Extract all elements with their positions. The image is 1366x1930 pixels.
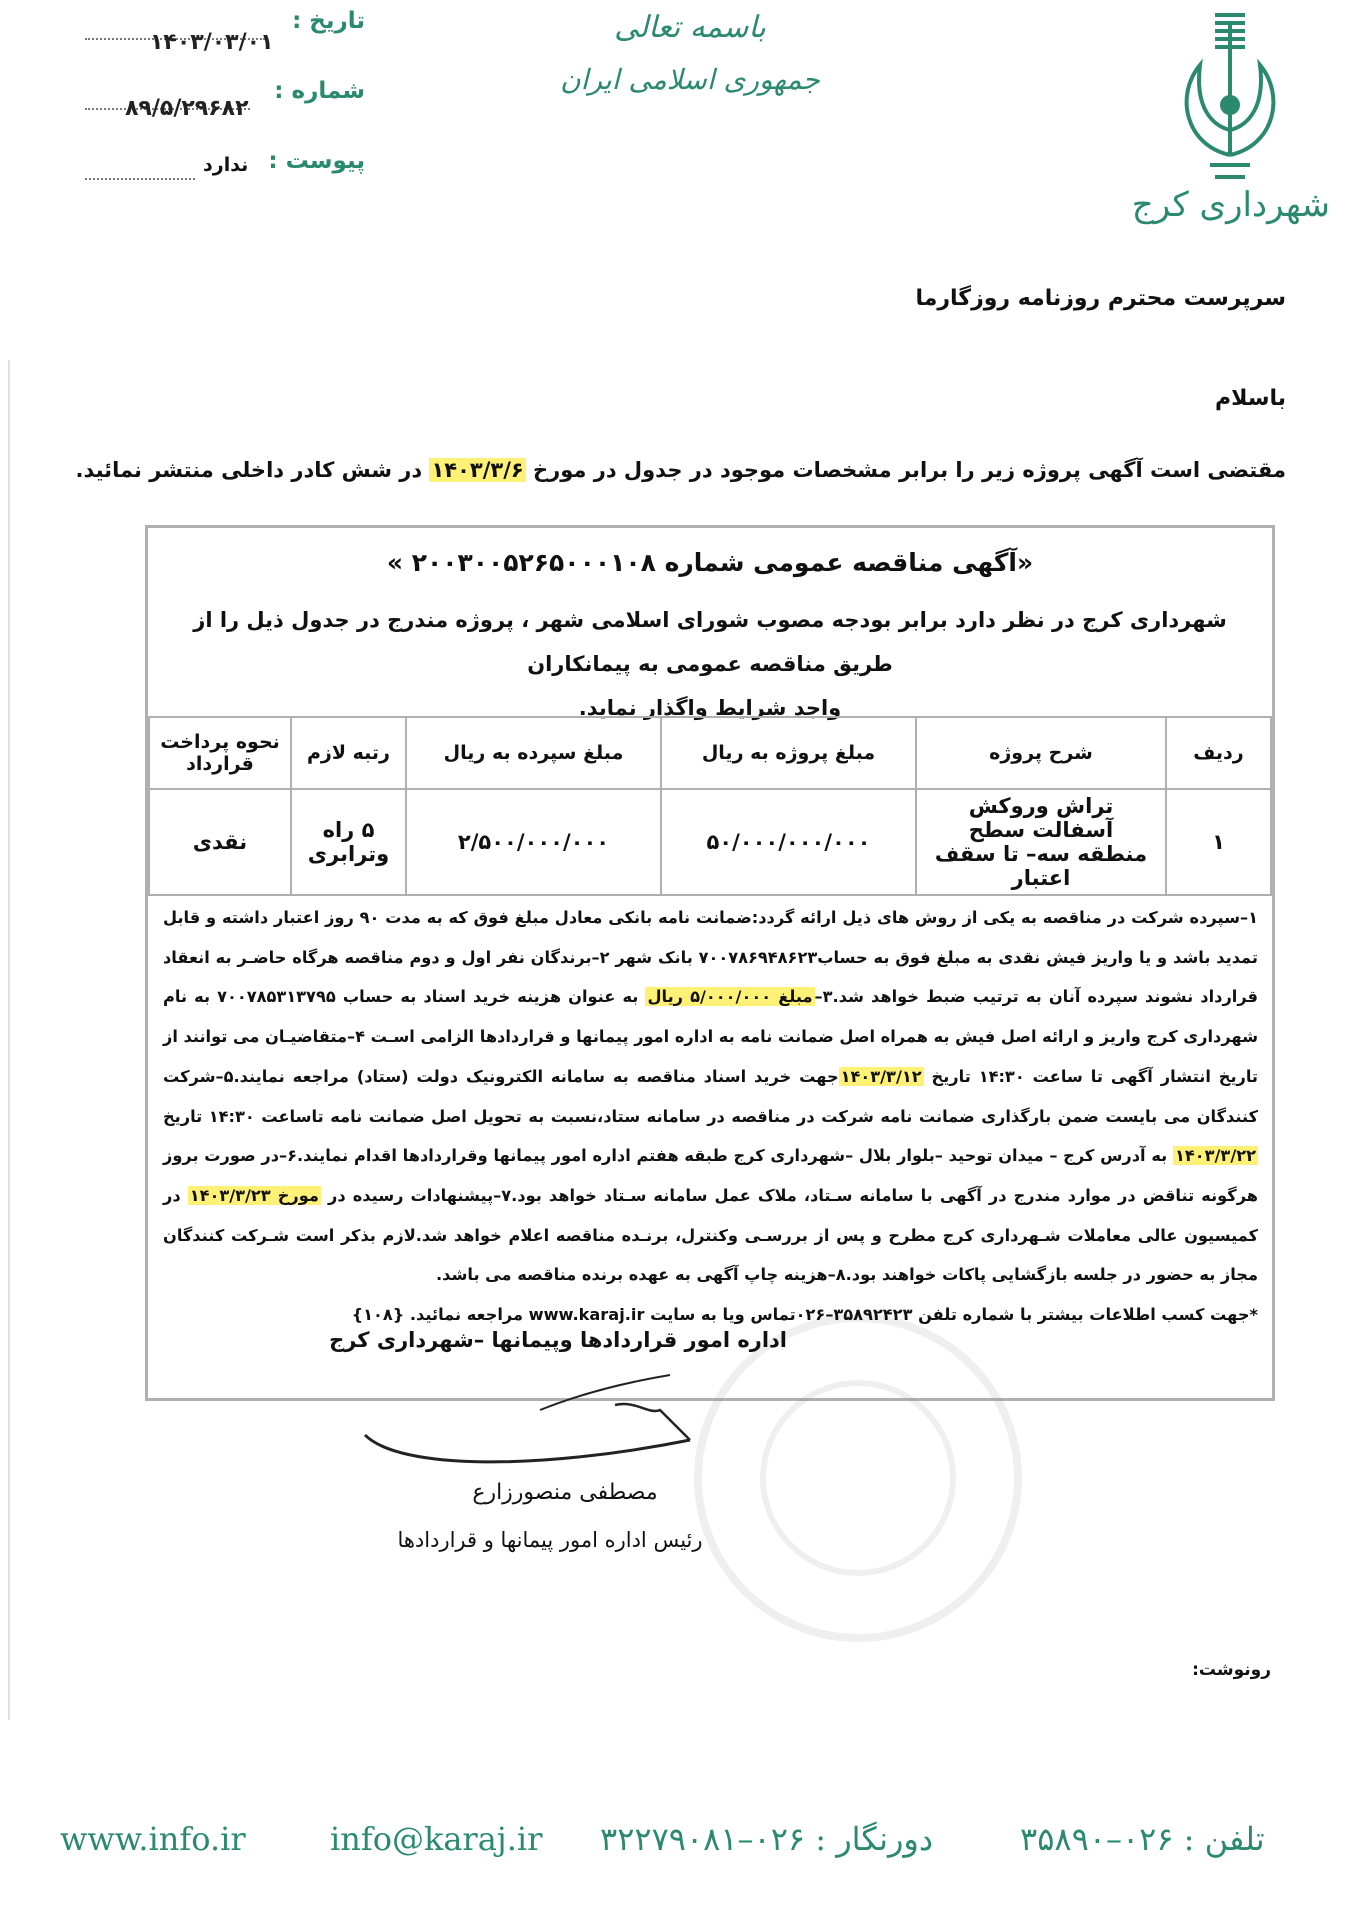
greeting: باسلام bbox=[1215, 386, 1286, 411]
table-cell: ۲/۵۰۰/۰۰۰/۰۰۰ bbox=[406, 789, 661, 895]
attachment-value: ندارد bbox=[203, 154, 249, 176]
signatory-name: مصطفی منصورزارع bbox=[472, 1480, 658, 1505]
column-header: مبلغ پروژه به ریال bbox=[661, 717, 916, 789]
table-cell: تراش وروکش آسفالت سطح منطقه سه– تا سقف اعتبار bbox=[916, 789, 1166, 895]
footer-phone-label: تلفن : bbox=[1173, 1820, 1265, 1858]
conditions-part5: در کمیسیون عالی معاملات شـهرداری کرج مطرح و پس از بررسـی وکنترل، برنـده مناقصه اعلام خواهد شد.لازم بذکر است شـرکت کنندگان مجاز به حضور در جلسه بازگشایی پاکات خواهند بود.۸–هزینه چاپ آگهی به عهده برنده مناقصه می باشد. bbox=[163, 1185, 1258, 1285]
conditions-contact: *جهت کسب اطلاعات بیشتر با شماره تلفن ۳۵۸۹۲۴۲۳–۰۲۶تماس ویا به سایت www.karaj.ir مراجعه نمائید. {۱۰۸} bbox=[351, 1305, 1258, 1325]
conditions-part1: ۱–سپرده شرکت در مناقصه به یکی از روش های ذیل ارائه گردد:ضمانت نامه بانکی معادل مبلغ فوق که به مدت ۹۰ روز اعتبار داشته و قابل تمدید باشد و یا واریز فیش نقدی به مبلغ فوق به حساب۷۰۰۷۸۶۹۴۸۶۲۳ بانک شهر ۲–برندگان نفر اول و دوم مناقصه هرگاه حاضـر به انعقاد قرارداد نشوند سپرده آنان به ترتیب ضبط خواهد شد.۳– bbox=[163, 908, 1258, 1007]
column-header: رتبه لازم bbox=[291, 717, 406, 789]
footer-phone-value: ۰۲۶–۳۵۸۹۰ bbox=[1020, 1820, 1174, 1858]
attachment-dots bbox=[85, 178, 195, 180]
conditions-part4: به آدرس کرج – میدان توحید –بلوار بلال –شهرداری کرج طبقه هفتم اداره امور پیمانها وقراردادها اقدام نمایند.۶–در صورت بروز هرگونه تناقض در موارد مندرج در آگهی با سامانه سـتاد، ملاک عمل سامانه سـتاد خواهد بود.۷–پیشنهادات رسیده در bbox=[163, 1146, 1259, 1205]
notice-intro-line2: واجد شرایط واگذار نماید. bbox=[578, 696, 842, 720]
number-value: ۸۹/۵/۲۹۶۸۲ bbox=[125, 96, 249, 121]
footer-phone bbox=[1020, 1820, 1265, 1858]
country-name: جمهوری اسلامی ایران bbox=[560, 63, 820, 96]
table-cell: ۵ راه وترابری bbox=[291, 789, 406, 895]
recipient: سرپرست محترم روزنامه روزگارما bbox=[915, 286, 1286, 311]
cc-label: رونوشت: bbox=[1192, 1660, 1271, 1680]
conditions-highlight-fee: مبلغ ۵/۰۰۰/۰۰۰ ریال bbox=[647, 987, 813, 1007]
notice-office: اداره امور قراردادها وپیمانها –شهرداری کرج bbox=[329, 1328, 787, 1352]
conditions-highlight-deadline: ۱۴۰۳/۳/۱۲ bbox=[840, 1066, 922, 1086]
footer bbox=[60, 1820, 1310, 1870]
conditions-highlight-opening-date: مورخ ۱۴۰۳/۳/۲۳ bbox=[189, 1185, 319, 1205]
tender-table bbox=[148, 716, 1272, 896]
attachment-label: پیوست : bbox=[268, 148, 365, 174]
request-text-part1: مقتضی است آگهی پروژه زیر را برابر مشخصات موجود در جدول در مورخ bbox=[525, 458, 1286, 482]
column-header: ردیف bbox=[1166, 717, 1271, 789]
seal-watermark-icon bbox=[678, 1298, 1038, 1658]
conditions-highlight-guarantee-date: ۱۴۰۳/۳/۲۲ bbox=[1175, 1146, 1256, 1166]
signature-scribble bbox=[360, 1370, 720, 1490]
table-cell: ۵۰/۰۰۰/۰۰۰/۰۰۰ bbox=[661, 789, 916, 895]
table-row bbox=[149, 789, 1271, 895]
footer-fax-label: دورنگار : bbox=[805, 1820, 934, 1858]
karaj-logo bbox=[1130, 5, 1330, 235]
column-header: شرح پروژه bbox=[916, 717, 1166, 789]
bismillah-text: باسمه تعالی bbox=[614, 10, 766, 45]
column-header: مبلغ سپرده به ریال bbox=[406, 717, 661, 789]
number-label: شماره : bbox=[274, 78, 365, 104]
letter-meta bbox=[85, 8, 365, 188]
tender-conditions bbox=[163, 898, 1258, 1335]
letterhead-center bbox=[560, 10, 820, 130]
request-text bbox=[76, 458, 1287, 482]
notice-intro bbox=[168, 598, 1252, 730]
tender-notice-box bbox=[145, 525, 1275, 1401]
tulip-emblem-icon bbox=[1155, 5, 1305, 195]
footer-fax bbox=[600, 1820, 933, 1858]
date-label: تاریخ : bbox=[292, 8, 365, 34]
footer-email: info@karaj.ir bbox=[330, 1820, 543, 1858]
signatory-title: رئیس اداره امور پیمانها و قراردادها bbox=[397, 1528, 703, 1552]
footer-fax-value: ۰۲۶–۳۲۲۷۹۰۸۱ bbox=[600, 1820, 806, 1858]
conditions-part3: جهت خرید اسناد مناقصه به سامانه الکترونیک دولت (ستاد) مراجعه نمایند.۵–شرکت کنندگان می بایست ضمن بارگذاری ضمانت نامه شرکت در مناقصه در سامانه ستاد،نسبت به تحویل اصل ضمانت نامه تاساعت ۱۴:۳۰ تاریخ bbox=[163, 1066, 1258, 1126]
footer-website: www.info.ir bbox=[60, 1820, 246, 1858]
organization-name: شهرداری کرج bbox=[1131, 185, 1330, 225]
margin-line bbox=[8, 360, 10, 1720]
table-cell: نقدی bbox=[149, 789, 291, 895]
conditions-part2: به عنوان هزینه خرید اسناد به حساب ۷۰۰۷۸۵۳۱۳۷۹۵ به نام شهرداری کرج واریز و ارائه اصل فیش به همراه اصل ضمانت نامه به اداره امور پیمانها و قراردادها الزامی اسـت ۴–متقاضیـان می توانند از تاریخ انتشار آگهی تا ساعت ۱۴:۳۰ تاریخ bbox=[163, 987, 1259, 1086]
request-date: ۱۴۰۳/۳/۶ bbox=[431, 458, 524, 482]
table-header-row bbox=[149, 717, 1271, 789]
request-text-part2: در شش کادر داخلی منتشر نمائید. bbox=[75, 458, 430, 482]
date-value: ۱۴۰۳/۰۳/۰۱ bbox=[150, 30, 274, 55]
table-cell: ۱ bbox=[1166, 789, 1271, 895]
notice-title: «آگهی مناقصه عمومی شماره ۲۰۰۳۰۰۵۲۶۵۰۰۰۱۰۸ » bbox=[386, 548, 1034, 577]
column-header: نحوه پرداخت قرارداد bbox=[149, 717, 291, 789]
notice-intro-line1: شهرداری کرج در نظر دارد برابر بودجه مصوب شورای اسلامی شهر ، پروژه مندرج در جدول ذیل را از طریق مناقصه عمومی به پیمانکاران bbox=[193, 608, 1227, 676]
